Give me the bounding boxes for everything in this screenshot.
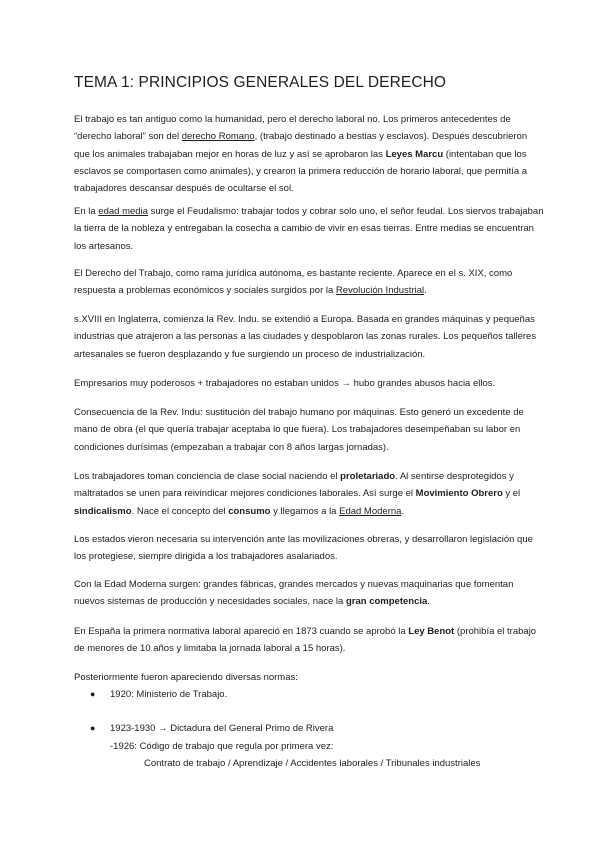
paragraph-state-intervention: Los estados vieron necesaria su intervención ante las movilizaciones obreras, y desarrollaron legislación que los protegiese, siempre dirigida a los trabajadores asalariados.: [74, 534, 533, 563]
underlined-term: derecho Romano: [181, 131, 255, 143]
text: En España la primera normativa laboral apareció en 1873 cuando se aprobó la: [74, 626, 409, 637]
paragraph-labor-law-origin: [74, 265, 544, 300]
text: y llegamos a la: [270, 505, 340, 517]
list-subitem-text: -1926: Código de trabajo que regula por primera vez:: [110, 740, 334, 752]
paragraph-modern-age: [74, 576, 544, 611]
list-item: [74, 720, 544, 737]
paragraph-proletariat: [74, 468, 544, 520]
text: surge el Feudalismo: trabajar todos y cobrar solo uno, el señor feudal. Los siervos trabajaban la tierra de la nobleza y entregaban la cosecha a cambio de vivir en esas tierras. Entre medias se encuentran los artesanos.: [74, 206, 544, 252]
paragraph-middle-ages: [74, 203, 544, 255]
paragraph-norms-intro: Posteriormente fueron apareciendo diversas normas:: [74, 672, 298, 683]
text: .: [427, 596, 430, 608]
paragraph-ley-benot: [74, 623, 544, 658]
bold-term: proletariado: [340, 471, 396, 482]
bold-term: gran competencia: [345, 596, 428, 608]
text: El Derecho del Trabajo, como rama jurídica autónoma, es bastante reciente. Aparece en el s. XIX, como respuesta a problemas económicos y sociales surgidos por la: [74, 268, 513, 297]
list-item-text: 1920: Ministerio de Trabajo.: [110, 689, 228, 700]
list-subitem: [74, 738, 544, 755]
page-title: TEMA 1: PRINCIPIOS GENERALES DEL DERECHO: [74, 74, 447, 91]
underlined-term: edad media: [98, 206, 148, 217]
list-subitem: [74, 755, 544, 772]
text: .: [424, 285, 427, 297]
text: Los trabajadores toman conciencia de clase social naciendo el: [74, 471, 341, 482]
text: (intentaban que los esclavos se comportasen como animales), y crearon la primera reducción de horario laboral, que permitía a trabajadores descansar después de ocultarse el sol.: [74, 148, 528, 195]
underlined-term: Edad Moderna: [339, 505, 402, 517]
text: .: [401, 505, 405, 517]
paragraph-industrial-revolution: s.XVIII en Inglaterra, comienza la Rev. Indu. se extendió a Europa. Basada en grandes máquinas y pequeñas industrias que atrajeron a las personas a las ciudades y despoblaron las zonas rurales. Los pequeños talleres artesanales se fueron desplazando y fue surgiendo un proceso de industrialización.: [74, 314, 537, 360]
norms-list: [74, 686, 544, 772]
list-item: [74, 686, 544, 703]
text: El trabajo es tan antiguo como la humanidad, pero el derecho laboral no. Los primeros antecedentes de “derecho laboral” son del: [74, 114, 511, 143]
list-subitem-text: Contrato de trabajo / Aprendizaje / Accidentes laborales / Tribunales industriales: [144, 757, 481, 769]
text: , (trabajo destinado a bestias y esclavos). Después descubrieron que los animales trabajaban mejor en horas de luz y así se aprobaron las: [74, 131, 528, 160]
bold-term: consumo: [228, 505, 271, 517]
list-item-text: 1923-1930 → Dictadura del General Primo de Rivera: [110, 723, 334, 735]
bold-term: Leyes Marcu: [385, 148, 444, 160]
underlined-term: Revolución Industrial: [335, 285, 425, 297]
text: Con la Edad Moderna surgen: grandes fábricas, grandes mercados y nuevas maquinarias que fomentan nuevos sistemas de producción y necesidades sociales, nace la: [74, 579, 514, 608]
bullet-icon: ●: [90, 723, 96, 734]
bold-term: sindicalismo: [74, 505, 132, 517]
bold-term: Ley Benot: [408, 626, 455, 637]
bullet-icon: ●: [90, 689, 96, 699]
text: (prohibía el trabajo de menores de 10 años y limitaba la jornada laboral a 15 horas).: [74, 626, 537, 655]
text: . Nace el concepto del: [131, 505, 229, 517]
paragraph-consequences: Consecuencia de la Rev. Indu: sustitución del trabajo humano por máquinas. Esto generó un excedente de mano de obra (el que quería trabajar aceptaba lo que fuera). Los trabajadores desempeñaban su labor en condiciones durísimas (empezaban a trabajar con 8 años largas jornadas).: [74, 407, 524, 453]
text: y el: [502, 488, 521, 500]
paragraph-abuses: Empresarios muy poderosos + trabajadores no estaban unidos → hubo grandes abusos hacia ellos.: [74, 378, 496, 389]
paragraph-roman-law: [74, 111, 544, 197]
bold-term: Movimiento Obrero: [415, 488, 503, 500]
text: . Al sentirse desprotegidos y maltratados se unen para reivindicar mejores condiciones laborales. Así surge el: [74, 471, 514, 500]
text: En la: [74, 206, 99, 217]
